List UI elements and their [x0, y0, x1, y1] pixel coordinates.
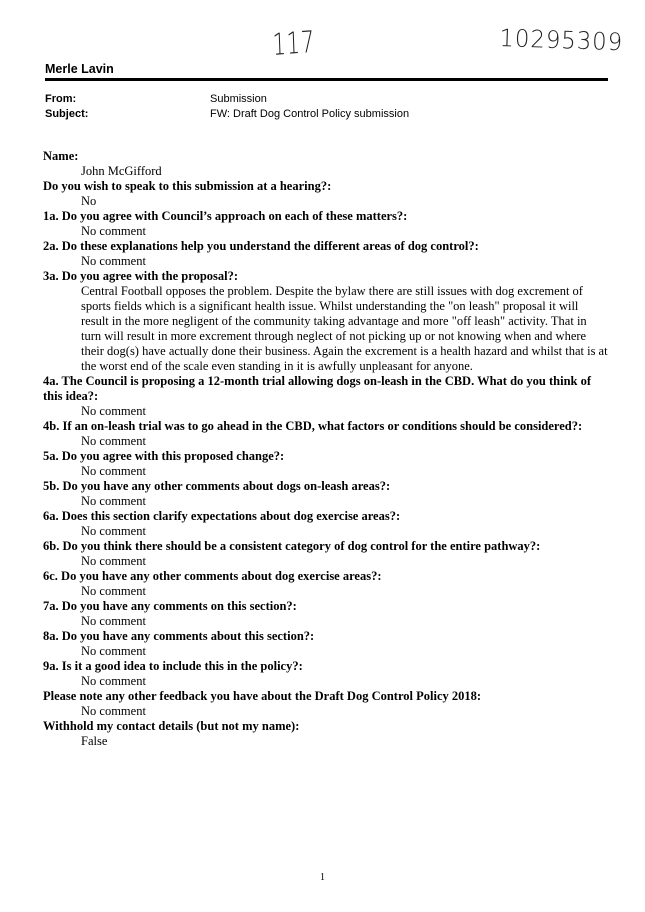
answer-4a: No comment: [81, 404, 146, 418]
answer-9a: No comment: [81, 674, 146, 688]
question-3a: 3a. Do you agree with the proposal?:: [43, 269, 239, 283]
answer-1a: No comment: [81, 224, 146, 238]
question-withhold-details: Withhold my contact details (but not my name):: [43, 719, 300, 733]
answer-8a: No comment: [81, 644, 146, 658]
header-rule: [45, 78, 608, 81]
answer-5b: No comment: [81, 494, 146, 508]
question-6b: 6b. Do you think there should be a consistent category of dog control for the entire pathway?:: [43, 539, 541, 553]
answer-withhold-details: False: [81, 734, 108, 748]
answer-6c: No comment: [81, 584, 146, 598]
question-4a: 4a. The Council is proposing a 12-month trial allowing dogs on-leash in the CBD. What do you think of this idea?:: [43, 374, 592, 403]
answer-6b: No comment: [81, 554, 146, 568]
answer-name: John McGifford: [81, 164, 162, 178]
footer-page-number: 1: [320, 872, 325, 883]
subject-label: Subject:: [45, 108, 89, 120]
question-1a: 1a. Do you agree with Council’s approach on each of these matters?:: [43, 209, 408, 223]
question-5b: 5b. Do you have any other comments about dogs on-leash areas?:: [43, 479, 391, 493]
subject-value: FW: Draft Dog Control Policy submission: [210, 108, 410, 120]
answer-other-feedback: No comment: [81, 704, 146, 718]
author-name: Merle Lavin: [45, 62, 114, 76]
answer-5a: No comment: [81, 464, 146, 478]
answer-2a: No comment: [81, 254, 146, 268]
handwritten-page-number: 117: [272, 24, 316, 63]
question-5a: 5a. Do you agree with this proposed change?:: [43, 449, 285, 463]
question-7a: 7a. Do you have any comments on this section?:: [43, 599, 297, 613]
answer-4b: No comment: [81, 434, 146, 448]
question-2a: 2a. Do these explanations help you understand the different areas of dog control?:: [43, 239, 479, 253]
handwritten-document-id: 10295309: [499, 24, 624, 57]
answer-6a: No comment: [81, 524, 146, 538]
question-name: Name:: [43, 149, 79, 163]
submission-body: [43, 149, 609, 749]
from-label: From:: [45, 93, 77, 105]
question-6c: 6c. Do you have any other comments about dog exercise areas?:: [43, 569, 382, 583]
question-other-feedback: Please note any other feedback you have about the Draft Dog Control Policy 2018:: [43, 689, 482, 703]
answer-hearing: No: [81, 194, 97, 208]
answer-3a: Central Football opposes the problem. Despite the bylaw there are still issues with dog excrement of sports fields which is a significant health issue. Whilst understanding the "on leash" proposal it will result in the more negligent of the community taking advantage and more "off leash" activity. That in turn will result in more excrement through neglect of not picking up or not knowing when and where their dog(s) have actually done their business. Again the excrement is a health hazard and whilst that is at the worst end of the scale even standing in it is awfully unpleasant for anyone.: [81, 284, 608, 373]
question-8a: 8a. Do you have any comments about this section?:: [43, 629, 315, 643]
question-6a: 6a. Does this section clarify expectations about dog exercise areas?:: [43, 509, 401, 523]
answer-7a: No comment: [81, 614, 146, 628]
question-hearing: Do you wish to speak to this submission at a hearing?:: [43, 179, 332, 193]
from-value: Submission: [210, 93, 267, 105]
question-4b: 4b. If an on-leash trial was to go ahead in the CBD, what factors or conditions should be considered?:: [43, 419, 583, 433]
question-9a: 9a. Is it a good idea to include this in the policy?:: [43, 659, 303, 673]
